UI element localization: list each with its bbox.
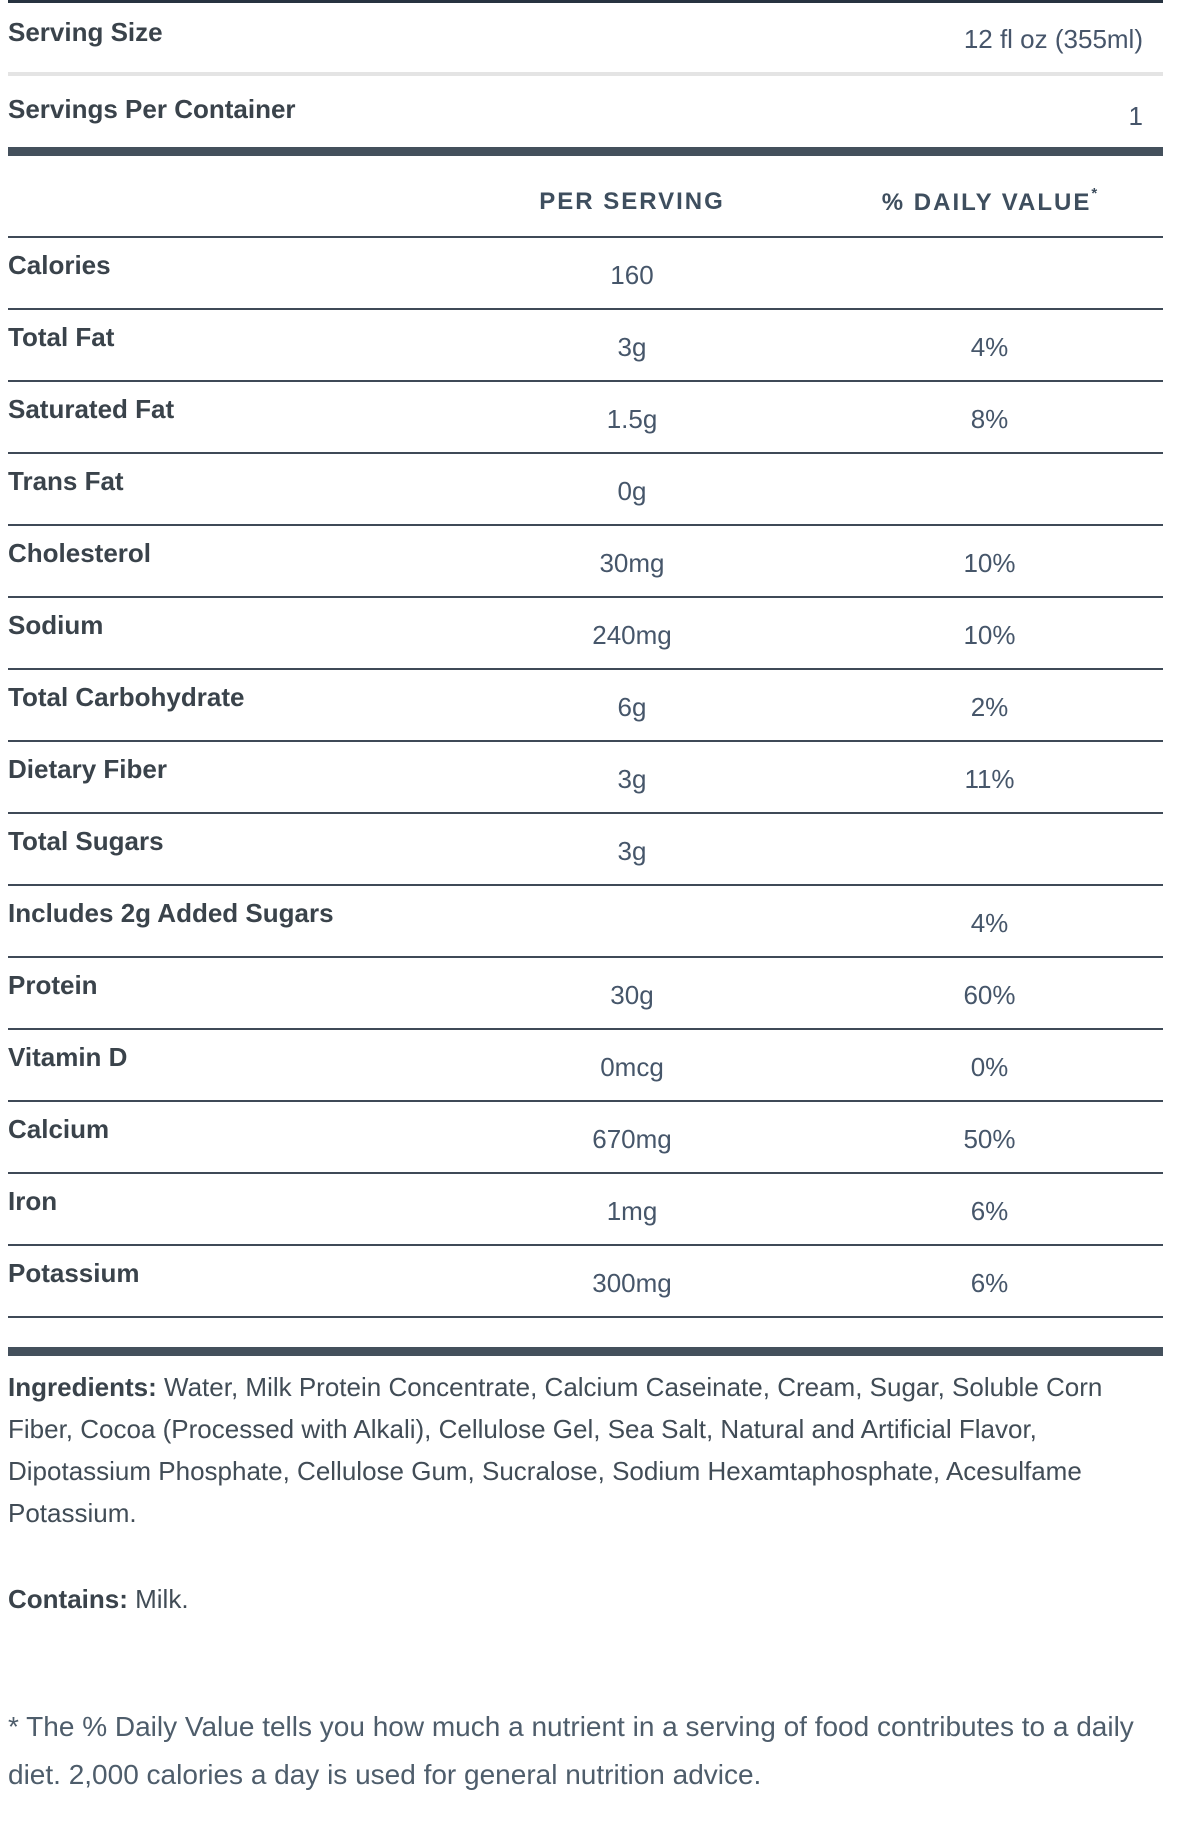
ingredients-label: Ingredients: (8, 1372, 157, 1402)
nutrient-label: Iron (8, 1186, 58, 1216)
nutrient-amount: 300mg (592, 1268, 672, 1298)
table-row (8, 1174, 1163, 1246)
nutrient-daily-value: 60% (963, 980, 1016, 1010)
nutrient-label: Dietary Fiber (8, 754, 167, 784)
nutrient-label: Protein (8, 970, 98, 1000)
nutrient-daily-value: 10% (963, 620, 1016, 650)
serving-size-row (8, 3, 1163, 72)
nutrient-label: Potassium (8, 1258, 140, 1288)
nutrient-label: Total Fat (8, 322, 115, 352)
nutrient-amount: 670mg (592, 1124, 672, 1154)
daily-value-footnote: * The % Daily Value tells you how much a nutrient in a serving of food contributes to a daily diet. 2,000 calories a day is used for general nutrition advice. (8, 1711, 1134, 1790)
ingredients-text: Water, Milk Protein Concentrate, Calcium Caseinate, Cream, Sugar, Soluble Corn Fiber, Cocoa (Processed with Alkali), Cellulose Gel, Sea Salt, Natural and Artificial Flavor, Dipotassium Phosphate, Cellulose Gum, Sucralose, Sodium Hexamtaphosphate, Acesulfame Potassium. (8, 1372, 1103, 1528)
nutrient-daily-value (816, 238, 1163, 308)
contains-text: Milk. (127, 1584, 189, 1614)
nutrient-amount (448, 886, 816, 956)
table-row (8, 382, 1163, 454)
per-serving-column-header: PER SERVING (539, 188, 725, 215)
table-row (8, 526, 1163, 598)
nutrient-daily-value: 4% (970, 332, 1009, 362)
spacer (8, 1318, 1163, 1347)
nutrient-label: Total Carbohydrate (8, 682, 245, 712)
table-row (8, 1102, 1163, 1174)
nutrient-amount: 1.5g (606, 404, 658, 434)
nutrient-amount: 0g (617, 476, 647, 506)
nutrient-amount: 160 (610, 260, 654, 290)
nutrient-amount: 30mg (599, 548, 665, 578)
nutrient-daily-value: 4% (970, 908, 1009, 938)
nutrient-daily-value: 8% (970, 404, 1009, 434)
nutrient-daily-value: 6% (970, 1268, 1009, 1298)
nutrient-amount: 1mg (606, 1196, 658, 1226)
nutrient-daily-value: 0% (970, 1052, 1009, 1082)
table-row (8, 958, 1163, 1030)
table-row (8, 598, 1163, 670)
nutrient-label: Total Sugars (8, 826, 164, 856)
daily-value-header-text: % DAILY VALUE (881, 189, 1092, 216)
servings-per-container-value: 1 (1128, 101, 1143, 131)
nutrient-label: Saturated Fat (8, 394, 175, 424)
table-row (8, 1246, 1163, 1318)
nutrient-label: Calories (8, 250, 111, 280)
nutrient-label: Trans Fat (8, 466, 124, 496)
nutrient-amount: 240mg (592, 620, 672, 650)
nutrient-daily-value (816, 454, 1163, 524)
nutrient-amount: 3g (617, 764, 647, 794)
table-row (8, 454, 1163, 526)
table-row (8, 742, 1163, 814)
section-bar-bottom (8, 1347, 1163, 1356)
nutrient-daily-value (816, 814, 1163, 884)
nutrient-label: Vitamin D (8, 1042, 128, 1072)
nutrient-daily-value: 50% (963, 1124, 1016, 1154)
serving-size-value: 12 fl oz (355ml) (963, 24, 1143, 54)
nutrient-amount: 6g (617, 692, 647, 722)
serving-size-label: Serving Size (8, 17, 163, 47)
table-header-row (8, 156, 1163, 238)
nutrient-table-body (8, 238, 1163, 1318)
nutrient-label: Includes 2g Added Sugars (8, 898, 334, 928)
header-spacer (8, 188, 448, 236)
nutrient-daily-value: 10% (963, 548, 1016, 578)
ingredients-paragraph (8, 1366, 1163, 1534)
nutrient-amount: 3g (617, 332, 647, 362)
nutrient-label: Calcium (8, 1114, 110, 1144)
nutrient-daily-value: 2% (970, 692, 1009, 722)
contains-label: Contains: (8, 1584, 128, 1614)
contains-paragraph (8, 1578, 1163, 1620)
table-row (8, 886, 1163, 958)
nutrient-amount: 30g (610, 980, 654, 1010)
nutrient-daily-value: 11% (964, 764, 1015, 794)
nutrient-label: Sodium (8, 610, 104, 640)
table-row (8, 238, 1163, 310)
table-row (8, 310, 1163, 382)
nutrient-daily-value: 6% (970, 1196, 1009, 1226)
nutrient-amount: 0mcg (600, 1052, 664, 1082)
table-row (8, 670, 1163, 742)
servings-per-container-label: Servings Per Container (8, 94, 296, 124)
daily-value-asterisk: * (1091, 185, 1098, 202)
servings-per-container-row (8, 76, 1163, 147)
nutrient-label: Cholesterol (8, 538, 152, 568)
nutrient-amount: 3g (617, 836, 647, 866)
table-row (8, 1030, 1163, 1102)
daily-value-column-header (816, 185, 1163, 236)
section-bar-top (8, 147, 1163, 156)
table-row (8, 814, 1163, 886)
